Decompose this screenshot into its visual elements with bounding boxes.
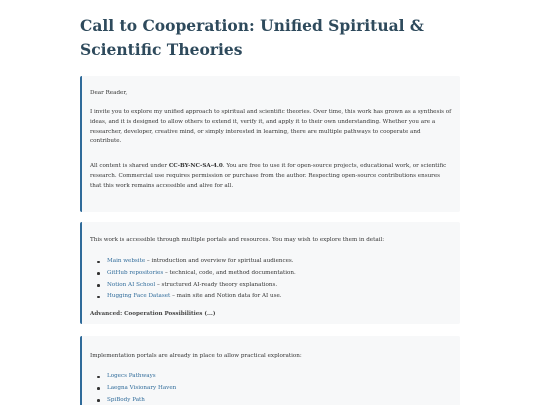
portal-item-laegna [90, 383, 176, 395]
resource-item-hugging-face [90, 291, 296, 303]
invitation-paragraph: I invite you to explore my unified approach to spiritual and scientific theories. Over time, this work has grown as a synthesis of ideas, and it is designed to allow others to extend it, verify it, and apply it to their own understanding. Whether you are a researcher, developer, creative mind, or simply interested in learning, there are multiple pathways to cooperate and contribute. [90, 109, 452, 145]
laegna-visionary-haven-link[interactable]: Laegna Visionary Haven [107, 384, 177, 391]
hugging-face-link[interactable]: Hugging Face Dataset [107, 293, 171, 300]
logecs-pathways-link[interactable]: Logecs Pathways [107, 373, 156, 379]
invitation-card [80, 76, 460, 212]
resources-intro: This work is accessible through multiple portals and resources. You may wish to explore them in detail: [90, 237, 385, 243]
main-website-link[interactable]: Main website [107, 258, 146, 264]
portals-intro: Implementation portals are already in place to allow practical exploration: [90, 353, 302, 359]
resource-item-github [90, 268, 296, 280]
license-text-before: All content is shared under [90, 163, 169, 169]
resource-item-notion [90, 280, 296, 292]
resource-description: – main site and Notion data for AI use. [170, 293, 282, 300]
resource-item-main-website [90, 256, 296, 268]
portal-item-logecs [90, 371, 176, 383]
license-text-after: . You are free to use it for open-source projects, educational work, or scientific research. Commercial use requires permission or purchase from the author. Respecting open-source contributions ensures that this work remains accessible and alive for all. [90, 163, 447, 189]
spibody-path-link[interactable]: SpiBody Path [107, 396, 145, 403]
notion-link[interactable]: Notion AI School [107, 281, 156, 288]
portals-card [80, 336, 460, 405]
greeting: Dear Reader, [90, 90, 128, 96]
resources-list [90, 256, 296, 303]
resources-card [80, 222, 460, 324]
page-title: Call to Cooperation: Unified Spiritual & Scientific Theories [80, 16, 424, 59]
portal-item-spibody [90, 395, 176, 405]
resource-description: – structured AI-ready theory explanations. [155, 281, 278, 288]
license-name: CC-BY-NC-SA-4.0 [168, 163, 223, 169]
github-link[interactable]: GitHub repositories [107, 269, 164, 276]
license-paragraph [90, 162, 452, 191]
resource-description: – technical, code, and method documentation. [163, 269, 296, 276]
advanced-cooperation-toggle[interactable]: Advanced: Cooperation Possibilities (...) [90, 311, 216, 317]
resource-description: – introduction and overview for spiritual audiences. [145, 258, 294, 264]
portals-list [90, 371, 176, 405]
